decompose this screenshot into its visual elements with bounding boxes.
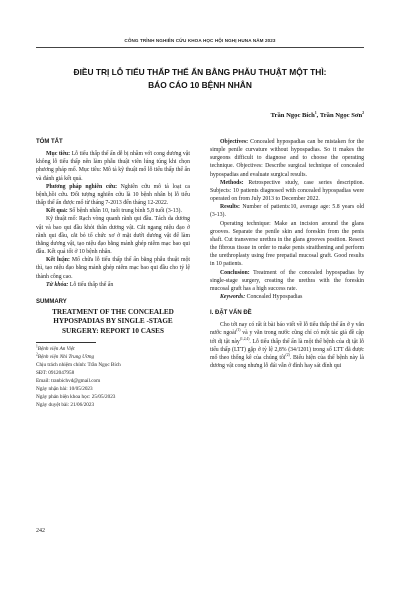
section-introduction-heading: I. ĐẶT VẤN ĐỀ <box>210 310 252 317</box>
author-separator: , <box>316 112 320 119</box>
footnote-rule <box>36 342 96 343</box>
citation: (1) <box>236 328 241 333</box>
page-number: 242 <box>36 528 45 534</box>
author-2: Trần Ngọc Sơn <box>319 112 363 119</box>
footnote-accepted: Ngày duyệt bài: 21/06/2023 <box>36 401 95 408</box>
keywords-en: Keywords: Concealed Hypospadias <box>220 293 303 300</box>
methods-en: Methods: Retrospective study, case series description. Subjects: 10 patients diagnosed with concealed hypospadias were operated on from July 2013 to December 2022. <box>210 179 364 203</box>
title-line-1: ĐIỀU TRỊ LỖ TIỂU THẤP THỂ ẨN BẰNG PHẪU THUẬT MỘT THÌ: <box>73 67 327 77</box>
footnote-received: Ngày nhận bài: 10/05/2023 <box>36 385 93 392</box>
methods-vi: Phương pháp nghiên cứu: Nghiên cứu mô tả loạt ca bệnh,hồi cứu. Đối tượng nghiên cứu là 10 bệnh nhân bị lỗ tiểu thấp thể ẩn được mổ từ tháng 7-2013 đến tháng 12-2022. <box>36 183 190 207</box>
title-line-2: BÁO CÁO 10 BỆNH NHÂN <box>148 80 252 90</box>
left-column <box>36 138 190 409</box>
results-vi: Kết quả: Số bệnh nhân 10, tuổi trung bình 5,8 tuổi (3-13). <box>46 208 182 215</box>
footnote-affil-1: $^1$Bệnh viện An Việt <box>36 344 75 353</box>
english-title: TREATMENT OF THE CONCEALED HYPOSPADIAS BY SINGLE -STAGE SURGERY: REPORT 10 CASES <box>52 307 174 335</box>
objectives-en: Objectives: Concealed hypospadias can be mistaken for the simple penile curvature without hypospadias. So it makes the surgeons difficult to diagnose and to choose the operating technique. Objectives: Describe surgical technique of concealed hypospadias and evaluate surgical results. <box>210 139 364 178</box>
technique-vi: Kỹ thuật mổ: Rạch vòng quanh rãnh qui đầu. Tách da dương vật và bao qui đầu khỏi thân dương vật. Cắt ngang niệu đạo ở rãnh qui đầu, cắt bỏ tổ chức xơ ở mặt dưới dương vật để làm thẳng dương vật, tạo niệu đạo bằng mảnh ghép niêm mạc bao qui đầu. Kết quả tốt ở 10 bệnh nhân. <box>36 216 190 256</box>
right-column <box>210 138 364 370</box>
footnote-affil-2: $^2$Bệnh viện Nhi Trung Ương <box>36 352 95 361</box>
running-head: CÔNG TRÌNH NGHIÊN CỨU KHOA HỌC HỘI NGHỊ HUNA NĂM 2023 <box>124 38 276 43</box>
footnote-reviewed: Ngày phản biện khoa học: 25/05/2023 <box>36 393 116 400</box>
header-rule <box>36 47 364 48</box>
citation: (1,2,4) <box>239 336 250 341</box>
results-en: Results: Number of patients:10, average age: 5.8 years old (3-13). <box>210 204 364 219</box>
footnote-phone: SĐT: 0912047958 <box>36 369 75 376</box>
author-line <box>271 112 364 119</box>
footnote-email: Email: tranbichvd@gmail.com <box>36 377 101 384</box>
technique-en: Operating technique: Make an incision around the glans grooves. Separate the penile skin and foreskin from the penis shaft. Cut transverse urethra in the glans grooves position. Resect the fibrous tissue in order to make penis straithening and perform the urethroplasty using free prepatial mucosal graft. Good results in 10 patients. <box>210 220 364 268</box>
conclusion-vi: Kết luận: Mổ chữa lỗ tiểu thấp thể ẩn bằng phẫu thuật một thì, tạo niệu đạo bằng mảnh ghép niêm mạc bao qui đầu cho tỷ lệ thành công cao. <box>36 257 190 280</box>
article-title <box>40 66 360 92</box>
conclusion-en: Conclusion: Treatment of the concealed hypospadias by single-stage surgery, creating the urethra with the foreskin mucosal graft has a high success rate. <box>210 269 364 292</box>
author-2-affil: 2 <box>362 110 364 115</box>
author-1-affil: 1 <box>314 110 317 115</box>
objective-vi: Mục tiêu: Lỗ tiểu thấp thể ẩn dễ bị nhầm với cong dương vật không lỗ tiểu thấp nên làm phẫu thuật viên lúng túng khi chọn phương pháp mổ. Mục tiêu: Mô tả kỹ thuật mổ lỗ tiểu thấp thể ẩn và đánh giá kết quả. <box>36 151 190 182</box>
footnote-corresponding: Chịu trách nhiệm chính: Trần Ngọc Bích <box>36 362 121 368</box>
introduction-paragraph: Cho tới nay có rất ít bài báo viết về lỗ tiểu thấp thể ẩn ở y văn nước ngoài$^{(1)}$ và y văn trong nước cũng chỉ có một tác giả đề cập tới dị tật này$^{(1,2,4)}$. Lỗ tiểu thấp thể ẩn là một thể bệnh của dị tật lỗ tiểu thấp (LTT) gặp ở tỷ lệ 2,8% (34/1201) trong số LTT đã được mổ theo thống kê của chúng tôi$^{(2)}$. Biểu hiện của thể bệnh này là dương vật cong nhưng lỗ đái vẫn ở đỉnh hay sát đỉnh qui <box>210 322 364 370</box>
keywords-vi: Từ khóa: Lỗ tiểu thấp thể ẩn <box>46 281 114 288</box>
author-1: Trần Ngọc Bích <box>270 112 315 119</box>
summary-vi-heading: TÓM TẮT <box>36 139 63 145</box>
summary-en-heading: SUMMARY <box>36 298 67 305</box>
citation: (2) <box>285 352 290 357</box>
